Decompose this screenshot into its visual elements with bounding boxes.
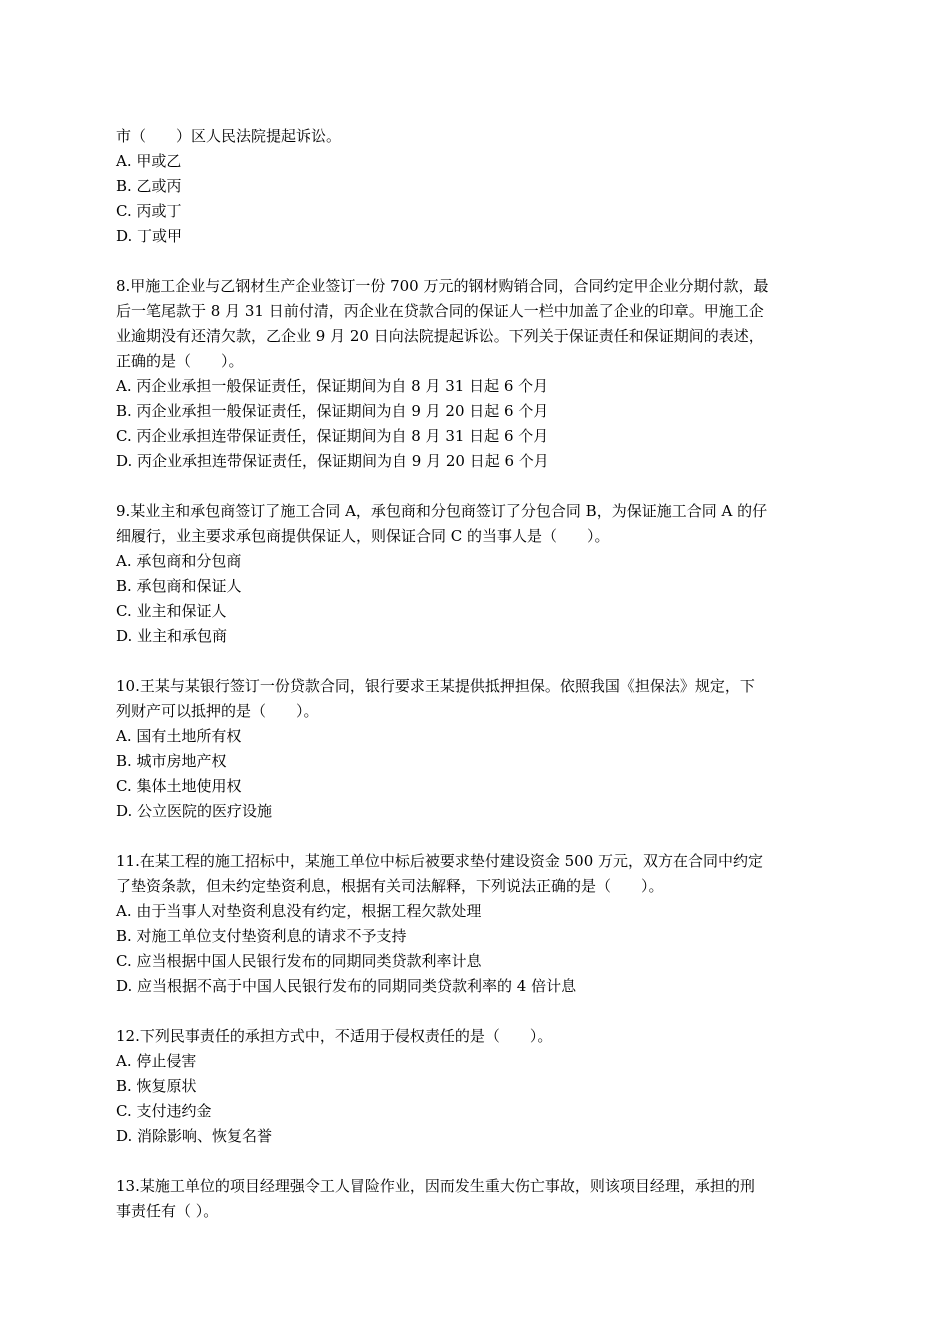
option-a: A. 承包商和分包商 [116,552,242,570]
question-stem-line: 13.某施工单位的项目经理强令工人冒险作业，因而发生重大伤亡事故，则该项目经理，承担的刑 [116,1177,755,1195]
option-d: D. 业主和承包商 [116,627,228,645]
question-stem-line: 后一笔尾款于 8 月 31 日前付清，丙企业在贷款合同的保证人一栏中加盖了企业的印章。甲施工企 [116,302,764,320]
option-d: D. 应当根据不高于中国人民银行发布的同期同类贷款利率的 4 倍计息 [116,977,577,995]
option-a: A. 停止侵害 [116,1052,197,1070]
question-stem-line: 列财产可以抵押的是（ ）。 [116,702,319,720]
option-b: B. 承包商和保证人 [116,577,242,595]
question-stem-line: 8.甲施工企业与乙钢材生产企业签订一份 700 万元的钢材购销合同，合同约定甲企业分期付款，最 [116,277,769,295]
question-stem-line: 12.下列民事责任的承担方式中，不适用于侵权责任的是（ ）。 [116,1027,553,1045]
option-d: D. 丙企业承担连带保证责任，保证期间为自 9 月 20 日起 6 个月 [116,452,549,470]
option-b: B. 对施工单位支付垫资利息的请求不予支持 [116,927,407,945]
option-c: C. 业主和保证人 [116,602,227,620]
question-stem-line: 正确的是（ ）。 [116,352,244,370]
question-stem-line: 事责任有（ ）。 [116,1202,219,1220]
option-b: B. 城市房地产权 [116,752,227,770]
option-d: D. 公立医院的医疗设施 [116,802,273,820]
option-b: B. 丙企业承担一般保证责任，保证期间为自 9 月 20 日起 6 个月 [116,402,549,420]
option-b: B. 恢复原状 [116,1077,197,1095]
question-stem-line: 市（ ）区人民法院提起诉讼。 [116,127,342,145]
option-a: A. 国有土地所有权 [116,727,242,745]
question-stem-line: 了垫资条款，但未约定垫资利息，根据有关司法解释，下列说法正确的是（ ）。 [116,877,664,895]
question-13 [116,1174,836,1224]
question-12 [116,1024,836,1149]
option-c: C. 丙企业承担连带保证责任，保证期间为自 8 月 31 日起 6 个月 [116,427,549,445]
question-stem-line: 10.王某与某银行签订一份贷款合同，银行要求王某提供抵押担保。依照我国《担保法》规定，下 [116,677,755,695]
option-d: D. 消除影响、恢复名誉 [116,1127,273,1145]
option-a: A. 由于当事人对垫资利息没有约定，根据工程欠款处理 [116,902,482,920]
question-stem-line: 9.某业主和承包商签订了施工合同 A，承包商和分包商签订了分包合同 B，为保证施工合同 A 的仔 [116,502,768,520]
question-11 [116,849,836,999]
option-a: A. 甲或乙 [116,152,182,170]
document-content [116,124,836,1249]
question-stem-line: 细履行，业主要求承包商提供保证人，则保证合同 C 的当事人是（ ）。 [116,527,610,545]
question-8 [116,274,836,474]
option-c: C. 支付违约金 [116,1102,212,1120]
question-stem-line: 业逾期没有还清欠款，乙企业 9 月 20 日向法院提起诉讼。下列关于保证责任和保证期间的表述， [116,327,764,345]
option-d: D. 丁或甲 [116,227,183,245]
question-10 [116,674,836,824]
option-b: B. 乙或丙 [116,177,182,195]
option-c: C. 丙或丁 [116,202,182,220]
question-stem-line: 11.在某工程的施工招标中，某施工单位中标后被要求垫付建设资金 500 万元，双方在合同中约定 [116,852,764,870]
question-7-fragment [116,124,836,249]
option-c: C. 集体土地使用权 [116,777,242,795]
question-9 [116,499,836,649]
option-a: A. 丙企业承担一般保证责任，保证期间为自 8 月 31 日起 6 个月 [116,377,549,395]
option-c: C. 应当根据中国人民银行发布的同期同类贷款利率计息 [116,952,482,970]
